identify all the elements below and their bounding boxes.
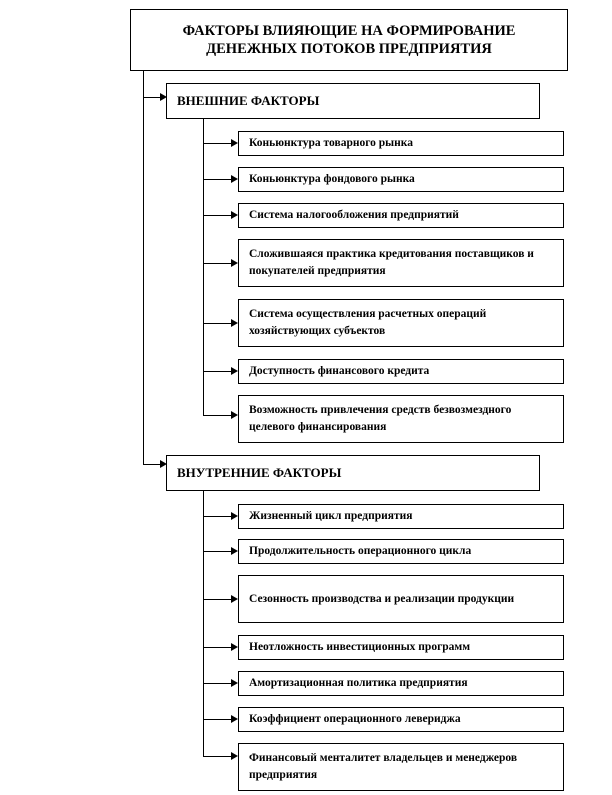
- int-item-arrow: [231, 752, 238, 760]
- external-connector: [143, 97, 161, 98]
- int-item-3: Сезонность производства и реализации продукции: [238, 575, 564, 623]
- int-item-1: Жизненный цикл предприятия: [238, 504, 564, 529]
- int-item-connector: [203, 516, 232, 517]
- ext-item-1: Коньюнктура товарного рынка: [238, 131, 564, 156]
- ext-item-arrow: [231, 175, 238, 183]
- ext-item-7: Возможность привлечения средств безвозмездного целевого финансирования: [238, 395, 564, 443]
- int-item-arrow: [231, 595, 238, 603]
- int-item-connector: [203, 599, 232, 600]
- ext-item-5: Система осуществления расчетных операций хозяйствующих субъектов: [238, 299, 564, 347]
- internal-items-spine: [203, 491, 204, 756]
- int-item-6: Коэффициент операционного левериджа: [238, 707, 564, 732]
- int-item-arrow: [231, 643, 238, 651]
- ext-item-connector: [203, 179, 232, 180]
- int-item-connector: [203, 683, 232, 684]
- root-title: ФАКТОРЫ ВЛИЯЮЩИЕ НА ФОРМИРОВАНИЕ ДЕНЕЖНЫХ ПОТОКОВ ПРЕДПРИЯТИЯ: [182, 23, 516, 57]
- ext-item-arrow: [231, 139, 238, 147]
- ext-item-4: Сложившаяся практика кредитования поставщиков и покупателей предприятия: [238, 239, 564, 287]
- root-factor-box: [130, 9, 568, 71]
- int-item-connector: [203, 647, 232, 648]
- internal-factors-box: [166, 455, 540, 491]
- ext-item-connector: [203, 215, 232, 216]
- ext-item-connector: [203, 371, 232, 372]
- int-item-connector: [203, 756, 232, 757]
- ext-item-6: Доступность финансового кредита: [238, 359, 564, 384]
- ext-item-connector: [203, 323, 232, 324]
- ext-item-2: Коньюнктура фондового рынка: [238, 167, 564, 192]
- ext-item-arrow: [231, 411, 238, 419]
- ext-item-arrow: [231, 319, 238, 327]
- trunk-connector: [143, 71, 144, 464]
- int-item-7: Финансовый менталитет владельцев и менеджеров предприятия: [238, 743, 564, 791]
- ext-item-connector: [203, 143, 232, 144]
- int-item-5: Амортизационная политика предприятия: [238, 671, 564, 696]
- int-item-arrow: [231, 715, 238, 723]
- int-item-2: Продолжительность операционного цикла: [238, 539, 564, 564]
- int-item-connector: [203, 551, 232, 552]
- internal-connector: [143, 464, 161, 465]
- ext-item-connector: [203, 263, 232, 264]
- external-title: ВНЕШНИЕ ФАКТОРЫ: [177, 93, 320, 108]
- ext-item-3: Система налогообложения предприятий: [238, 203, 564, 228]
- ext-item-arrow: [231, 367, 238, 375]
- int-item-arrow: [231, 547, 238, 555]
- internal-title: ВНУТРЕННИЕ ФАКТОРЫ: [177, 465, 342, 480]
- int-item-arrow: [231, 512, 238, 520]
- int-item-arrow: [231, 679, 238, 687]
- int-item-4: Неотложность инвестиционных программ: [238, 635, 564, 660]
- int-item-connector: [203, 719, 232, 720]
- ext-item-connector: [203, 415, 232, 416]
- external-factors-box: [166, 83, 540, 119]
- ext-item-arrow: [231, 259, 238, 267]
- ext-item-arrow: [231, 211, 238, 219]
